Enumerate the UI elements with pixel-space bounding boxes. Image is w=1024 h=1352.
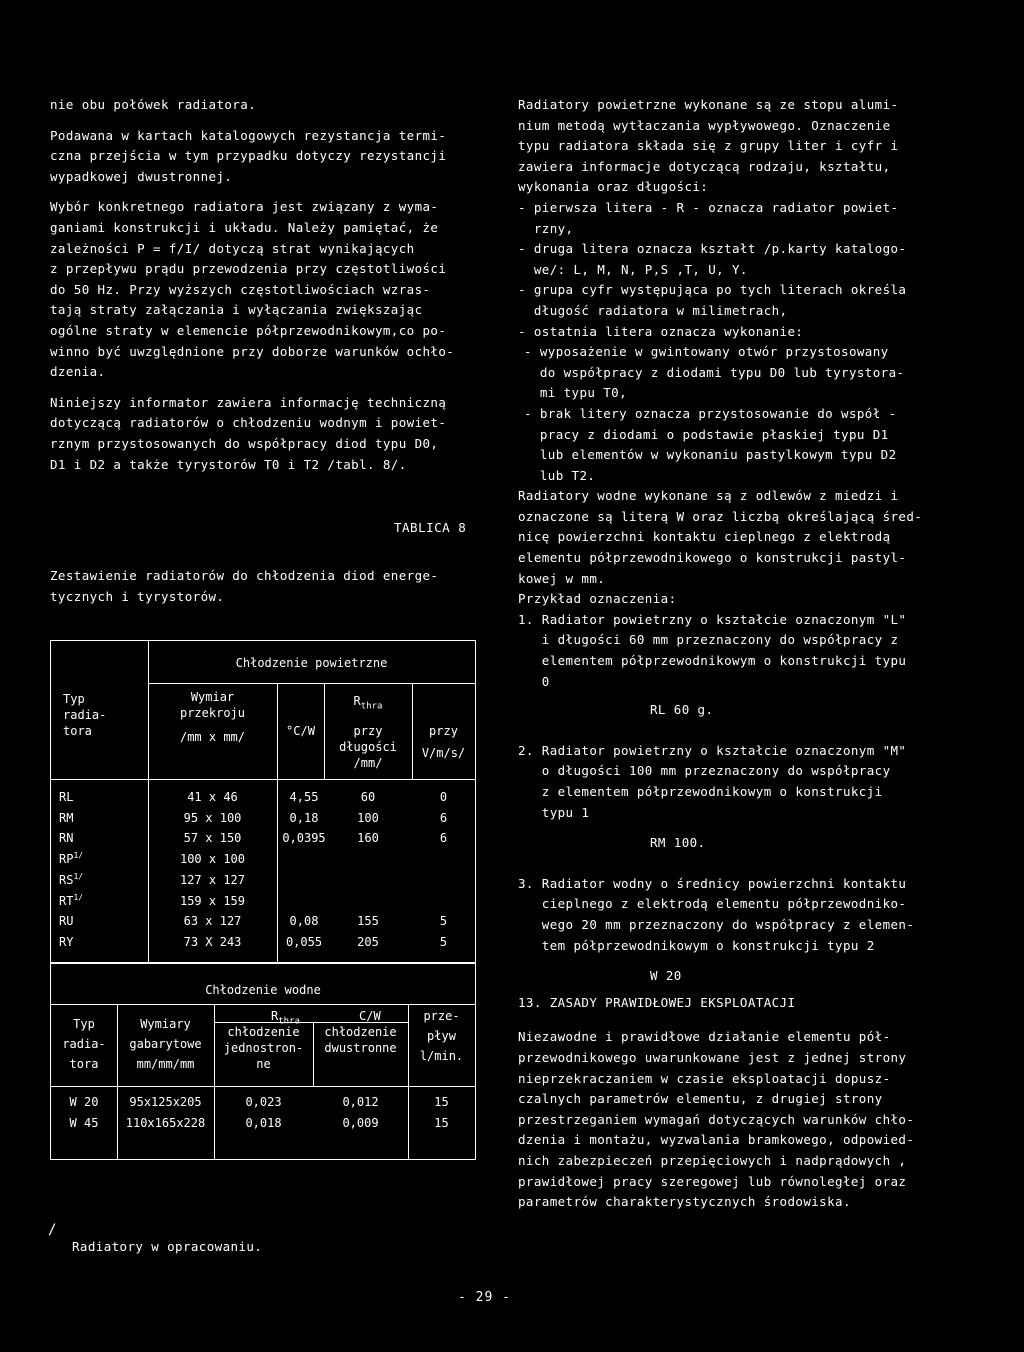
right-column [518,95,950,1213]
table-caption [50,566,480,607]
header-jednostronne: chłodzenie jednostron- ne [223,1025,304,1071]
text-line: elementu półprzewodnikowego o konstrukcji pastyl- [518,550,907,566]
text-line: - pierwsza litera - R - oznacza radiator powiet- [518,199,899,215]
text-line: Radiatory powietrzne wykonane są ze stopu alumi- [518,97,899,112]
text-line [50,383,480,393]
text-line: zawiera informacje dotyczącą rodzaju, kształtu, [518,158,891,174]
section-title: Chłodzenie wodne [205,983,321,997]
text-line: Wybór konkretnego radiatora jest związany z wyma- [50,199,439,215]
text-line: do 50 Hz. Przy wyższych częstotliwościach wzras- [50,281,431,297]
text-line: Przykład oznaczenia: [518,591,677,607]
text-line: Niniejszy informator zawiera informację techniczną [50,394,447,410]
text-line: - druga litera oznacza kształt /p.karty katalogo- [518,241,907,257]
text-line: 0 [518,673,550,689]
cell-typ: RY [59,934,74,949]
text-line: parametrów charakterystycznych środowiska. [518,1194,851,1210]
text-line: - wyposażenie w gwintowany otwór przystosowany [524,344,889,360]
header-typ: Typ radia- tora [63,692,107,738]
text-line: Niezawodne i prawidłowe działanie elementu pół- [518,1029,891,1045]
text-line: i długości 60 mm przeznaczony do współpracy z [518,632,899,648]
cell-v: 5 [439,914,448,929]
cell-v: 0 [439,790,448,804]
air-cooling-table [50,640,476,964]
text-line: RM 100. [650,835,706,851]
text-line: rzny, [518,220,574,236]
text-line: z przepływu prądu przewodzenia przy częstotliwości [50,261,447,277]
text-line: tem półprzewodnikowym o konstrukcji typu 2 [518,937,875,953]
header-dwustronne: chłodzenie dwustronne [324,1025,397,1055]
cell-wymiar: 57 x 150 [183,831,242,846]
text-line: 13. ZASADY PRAWIDŁOWEJ EKSPLOATACJI [518,994,796,1010]
header-przy-dlugosci: przy długości /mm/ [339,724,397,770]
text-line [50,116,480,126]
cell-wymiar: 41 x 46 [187,790,238,804]
cell-dl: 60 [360,790,376,804]
text-line: - grupa cyfr występująca po tych literach określa [518,282,907,298]
text-line [50,187,480,197]
caption-line: Zestawienie radiatorów do chłodzenia diod energe- [50,568,439,583]
header-unit: C/W [359,1009,381,1023]
header-rthra: $R_{thra}$ [271,1009,300,1027]
cell-typ: $RP^{1/}$ [59,851,84,867]
text-line: winno być uwzględnione przy doborze warunków ochło- [50,343,455,359]
cell-jedno: 0,023 [245,1095,282,1109]
text-line: lub T2. [524,467,596,483]
cell-typ: $RT^{1/}$ [59,892,84,908]
cell-typ: RL [59,790,74,804]
cell-v: 6 [439,810,448,825]
text-line: wykonania oraz długości: [518,179,709,195]
cell-wymiar: 159 x 159 [179,893,246,908]
cell-typ: RM [59,810,74,825]
cell-rth: 0,18 [289,810,319,825]
text-line: dzenia i montażu, wyzwalania bramkowego, odpowied- [518,1132,915,1148]
header-unit: °C/W [286,724,315,738]
cell-typ: W 45 [69,1116,99,1130]
text-line: typu radiatora składa się z grupy liter i cyfr i [518,138,899,154]
cell-dl: 155 [357,914,379,929]
text-line: Radiatory wodne wykonane są z odlewów z miedzi i [518,488,899,504]
cell-wymiar: 73 X 243 [183,934,242,949]
text-line: dzenia. [50,364,106,380]
text-line: kowej w mm. [518,570,606,586]
cell-rth: 0,055 [285,934,323,949]
cell-wymiar: 100 x 100 [179,852,246,867]
cell-rth: 0,08 [289,914,319,929]
cell-wymiar: 95 x 100 [183,810,242,825]
text-line: ogólne straty w elemencie półprzewodnikowym,co po- [50,322,447,338]
header-rthra: $R_{thra}$ [353,694,383,712]
text-line: z elementem półprzewodnikowym o konstrukcji [518,784,883,799]
header-wymiary: Wymiary gabarytowe mm/mm/mm [129,1017,202,1071]
text-line: D1 i D2 a także tyrystorów T0 i T2 /tabl. 8/. [50,456,407,472]
text-line: tają straty załączania i wyłączania zwiększając [50,302,423,318]
text-line: przestrzeganiem wymagań dotyczących warunków chło- [518,1111,915,1127]
cell-wym: 95x125x205 [129,1095,202,1109]
text-line: lub elementów w wykonaniu pastylkowym typu D2 [524,447,897,463]
section-title: Chłodzenie powietrzne [235,656,388,670]
text-line: - brak litery oznacza przystosowanie do współ - [524,405,897,421]
cell-wymiar: 63 x 127 [183,914,242,929]
text-line: ganiami konstrukcji i układu. Należy pamiętać, że [50,219,439,235]
text-line: rznym przystosowanych do współpracy diod typu D0, [50,435,439,451]
text-line: wypadkowej dwustronnej. [50,168,233,184]
cell-dl: 205 [357,934,379,949]
text-line: 2. Radiator powietrzny o kształcie oznaczonym "M" [518,742,907,758]
text-line: prawidłowej pracy szeregowej lub równoległej oraz [518,1173,907,1189]
text-line: RL 60 g. [650,702,714,718]
cell-dwu: 0,012 [342,1095,379,1109]
cell-plyw: 15 [434,1116,449,1130]
cell-v: 5 [439,934,448,949]
text-line: czalnych parametrów elementu, z drugiej strony [518,1091,883,1107]
text-line: cieplnego z elektrodą elementu półprzewodniko- [518,896,907,912]
text-line: zależności P = f/I/ dotyczą strat wynikających [50,240,415,256]
text-line: nieprzekraczaniem w czasie eksploatacji dopusz- [518,1070,891,1086]
text-line: mi typu T0, [524,385,628,401]
text-line: elementem półprzewodnikowym o konstrukcji typu [518,653,907,669]
text-line: 1. Radiator powietrzny o kształcie oznaczonym "L" [518,611,907,627]
text-line: nich zabezpieczeń przepięciowych i nadprądowych , [518,1152,907,1168]
text-line: wego 20 mm przeznaczony do współpracy z elemen- [518,916,915,932]
text-line: nicę powierzchni kontaktu cieplnego z elektrodą [518,529,891,545]
cell-v: 6 [439,831,448,846]
caption-line: tycznych i tyrystorów. [50,588,225,604]
cell-jedno: 0,018 [245,1116,282,1130]
text-line: o długości 100 mm przeznaczony do współpracy [518,763,891,779]
cell-dl: 160 [357,831,379,846]
text-line: długość radiatora w milimetrach, [518,302,788,318]
cell-dl: 100 [357,810,379,825]
text-line: pracy z diodami o podstawie płaskiej typu D1 [524,426,889,442]
text-line: we/: L, M, N, P,S ,T, U, Y. [518,261,748,277]
water-cooling-table [50,962,476,1160]
header-przeplyw: prze- pływ l/min. [419,1009,464,1063]
text-line: typu 1 [518,804,590,820]
left-column [50,95,480,475]
cell-dwu: 0,009 [342,1116,379,1130]
cell-wym: 110x165x228 [125,1116,206,1130]
cell-typ: $RS^{1/}$ [59,871,84,887]
text-line: nium metodą wytłaczania wypływowego. Oznaczenie [518,117,891,133]
text-line: oznaczone są literą W oraz liczbą określającą śred- [518,508,923,524]
text-line: dotyczącą radiatorów o chłodzeniu wodnym i powiet- [50,415,447,431]
footnote-text: Radiatory w opracowaniu. [72,1239,263,1254]
page-number: - 29 - [458,1290,511,1305]
cell-typ: W 20 [69,1095,99,1109]
text-line: nie obu połówek radiatora. [50,97,257,112]
header-typ: Typ radia- tora [62,1017,106,1071]
text-line: przewodnikowego uwarunkowane jest z jednej strony [518,1049,907,1065]
text-line: do współpracy z diodami typu D0 lub tyrystora- [524,364,905,380]
footnote-mark: / [48,1222,57,1238]
cell-wymiar: 127 x 127 [179,872,246,887]
header-przy-v: przy V/m/s/ [421,724,466,760]
text-line: Podawana w kartach katalogowych rezystancja termi- [50,127,447,143]
text-line: W 20 [650,968,682,984]
header-wymiar: Wymiar przekroju /mm x mm/ [179,690,246,744]
text-line: - ostatnia litera oznacza wykonanie: [518,323,804,339]
cell-rth: 4,55 [289,790,319,804]
cell-typ: RU [59,914,74,929]
table-number: TABLICA 8 [394,520,467,535]
text-line: 3. Radiator wodny o średnicy powierzchni kontaktu [518,875,907,891]
cell-plyw: 15 [434,1095,449,1109]
cell-typ: RN [59,831,74,846]
text-line: czna przejścia w tym przypadku dotyczy rezystancji [50,148,447,164]
cell-rth: 0,0395 [282,831,326,846]
